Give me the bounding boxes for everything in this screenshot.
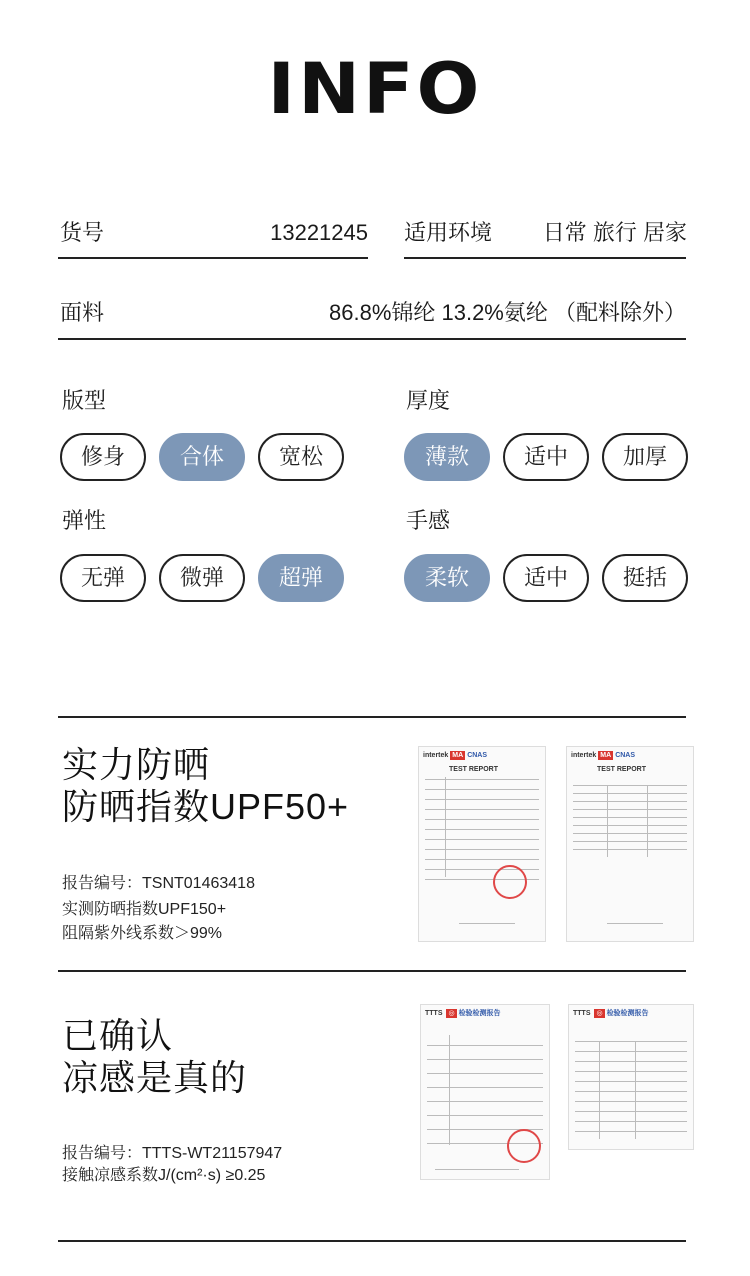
fit-title: 版型 — [62, 388, 107, 413]
page-title: INFO — [267, 48, 483, 130]
feel-option-crisp[interactable]: 挺括 — [602, 554, 688, 602]
report-brand: TTTS — [573, 1010, 591, 1017]
cool-report-image-2: TTTS ◎ 检验检测报告 — [568, 1004, 694, 1150]
red-stamp-icon — [507, 1129, 541, 1163]
elasticity-title: 弹性 — [62, 508, 107, 533]
thickness-option-medium[interactable]: 适中 — [503, 433, 589, 481]
feel-option-soft[interactable]: 柔软 — [404, 554, 490, 602]
report-title: TEST REPORT — [597, 766, 647, 773]
item-no-value: 13221245 — [270, 220, 368, 245]
sun-headline-1: 实力防晒 — [62, 744, 211, 785]
elasticity-option-none[interactable]: 无弹 — [60, 554, 146, 602]
section-divider — [58, 1240, 686, 1242]
report-title: 检验检测报告 — [606, 1010, 649, 1017]
report-title: 检验检测报告 — [458, 1010, 501, 1017]
sun-uv-block: 阻隔紫外线系数＞99% — [62, 925, 223, 942]
cool-coefficient: 接触凉感系数J/(cm²·s) ≥0.25 — [62, 1167, 266, 1184]
feel-option-medium[interactable]: 适中 — [503, 554, 589, 602]
thickness-title: 厚度 — [406, 388, 451, 413]
environment-rule — [404, 257, 686, 259]
fit-option-slim[interactable]: 修身 — [60, 433, 146, 481]
elasticity-option-slight[interactable]: 微弹 — [159, 554, 245, 602]
feel-title: 手感 — [406, 508, 451, 533]
fabric-value: 86.8%锦纶 13.2%氨纶 （配料除外） — [329, 300, 686, 325]
elasticity-option-super[interactable]: 超弹 — [258, 554, 344, 602]
report-brand: intertek — [423, 752, 449, 759]
report-brand: intertek — [571, 752, 597, 759]
item-no-rule — [58, 257, 368, 259]
report-title: TEST REPORT — [449, 766, 499, 773]
fabric-rule — [58, 338, 686, 340]
thickness-option-thin[interactable]: 薄款 — [404, 433, 490, 481]
cool-report-no: 报告编号：TTTS-WT21157947 — [62, 1145, 283, 1162]
report-brand: TTTS — [425, 1010, 443, 1017]
item-no-label: 货号 — [60, 220, 105, 245]
cool-headline-2: 凉感是真的 — [62, 1057, 248, 1098]
cool-headline-1: 已确认 — [62, 1015, 174, 1056]
section-divider — [58, 716, 686, 718]
sun-headline-2: 防晒指数UPF50+ — [62, 786, 350, 827]
fit-option-regular[interactable]: 合体 — [159, 433, 245, 481]
fit-option-loose[interactable]: 宽松 — [258, 433, 344, 481]
fabric-label: 面料 — [60, 300, 105, 325]
sun-report-image-1: intertek MA CNAS TEST REPORT — [418, 746, 546, 942]
sun-report-image-2: intertek MA CNAS TEST REPORT — [566, 746, 694, 942]
sun-report-no: 报告编号：TSNT01463418 — [62, 875, 255, 892]
environment-value: 日常 旅行 居家 — [542, 220, 687, 245]
sun-upf-measured: 实测防晒指数UPF150+ — [62, 901, 227, 918]
section-divider — [58, 970, 686, 972]
red-stamp-icon — [493, 865, 527, 899]
thickness-option-thick[interactable]: 加厚 — [602, 433, 688, 481]
cool-report-image-1: TTTS ◎ 检验检测报告 — [420, 1004, 550, 1180]
environment-label: 适用环境 — [404, 220, 493, 245]
